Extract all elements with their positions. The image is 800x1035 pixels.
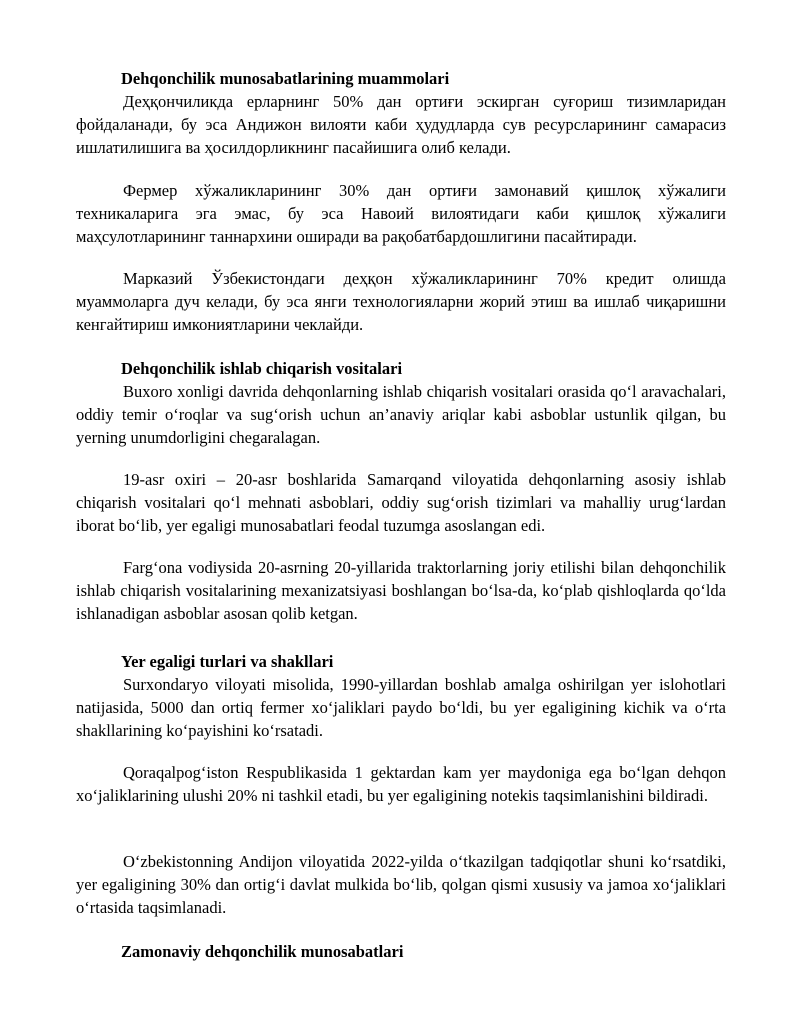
paragraph: Qoraqalpog‘iston Respublikasida 1 gektardan kam yer maydoniga ega bo‘lgan dehqon xo‘jaliklarining ulushi 20% ni tashkil etadi, bu yer egaligining notekis taqsimlanishini bildiradi.	[76, 763, 726, 805]
section-heading: Zamonaviy dehqonchilik munosabatlari	[121, 942, 404, 961]
paragraph: O‘zbekistonning Andijon viloyatida 2022-yilda o‘tkazilgan tadqiqotlar shuni ko‘rsatdiki, yer egaligining 30% dan ortig‘i davlat mulkida bo‘lib, qolgan qismi xususiy va jamoa xo‘jaliklari o‘rtasida taqsimlanadi.	[76, 852, 726, 917]
paragraph: Марказий Ўзбекистондаги деҳқон хўжаликларининг 70% кредит олишда муаммоларга дуч келади, бу эса янги технологияларни жорий этиш ва ишлаб чиқаришни кенгайтириш имкониятларини чеклайди.	[76, 269, 726, 334]
paragraph: Фермер хўжаликларининг 30% дан ортиғи замонавий қишлоқ хўжалиги техникаларига эга эмас, бу эса Навоий вилоятидаги каби қишлоқ хўжалиги маҳсулотларининг таннархини оширади ва рақобатбардошлигини пасайтиради.	[76, 181, 726, 246]
section-heading: Dehqonchilik munosabatlarining muammolari	[121, 69, 450, 88]
paragraph: Surxondaryo viloyati misolida, 1990-yillardan boshlab amalga oshirilgan yer islohotlari natijasida, 5000 dan ortiq fermer xo‘jaliklari paydo bo‘ldi, bu yer egaligining kichik va o‘rta shakllarining ko‘payishini ko‘rsatadi.	[76, 675, 726, 740]
section-heading: Yer egaligi turlari va shakllari	[121, 652, 334, 671]
section-heading: Dehqonchilik ishlab chiqarish vositalari	[121, 359, 403, 378]
paragraph: Buxoro xonligi davrida dehqonlarning ishlab chiqarish vositalari orasida qo‘l aravachalari, oddiy temir o‘roqlar va sug‘orish uchun an’anaviy ariqlar kabi asboblar ustunlik qilgan, bu yerning unumdorligini chegaralagan.	[76, 382, 726, 447]
paragraph: Farg‘ona vodiysida 20-asrning 20-yillarida traktorlarning joriy etilishi bilan dehqonchilik ishlab chiqarish vositalarining mexanizatsiyasi boshlangan bo‘lsa-da, ko‘plab qishloqlarda qo‘lda ishlanadigan asboblar asosan qolib ketgan.	[76, 558, 726, 623]
paragraph: 19-asr oxiri – 20-asr boshlarida Samarqand viloyatida dehqonlarning asosiy ishlab chiqarish vositalari qo‘l mehnati asboblari, oddiy sug‘orish tizimlari va mahalliy urug‘lardan iborat bo‘lib, yer egaligi munosabatlari feodal tuzumga asoslangan edi.	[76, 470, 726, 535]
paragraph: Деҳқончиликда ерларнинг 50% дан ортиғи эскирган суғориш тизимларидан фойдаланади, бу эса Андижон вилояти каби ҳудудларда сув ресурсларининг самарасиз ишлатилишига ва ҳосилдорликнинг пасайишига олиб келади.	[76, 92, 726, 157]
